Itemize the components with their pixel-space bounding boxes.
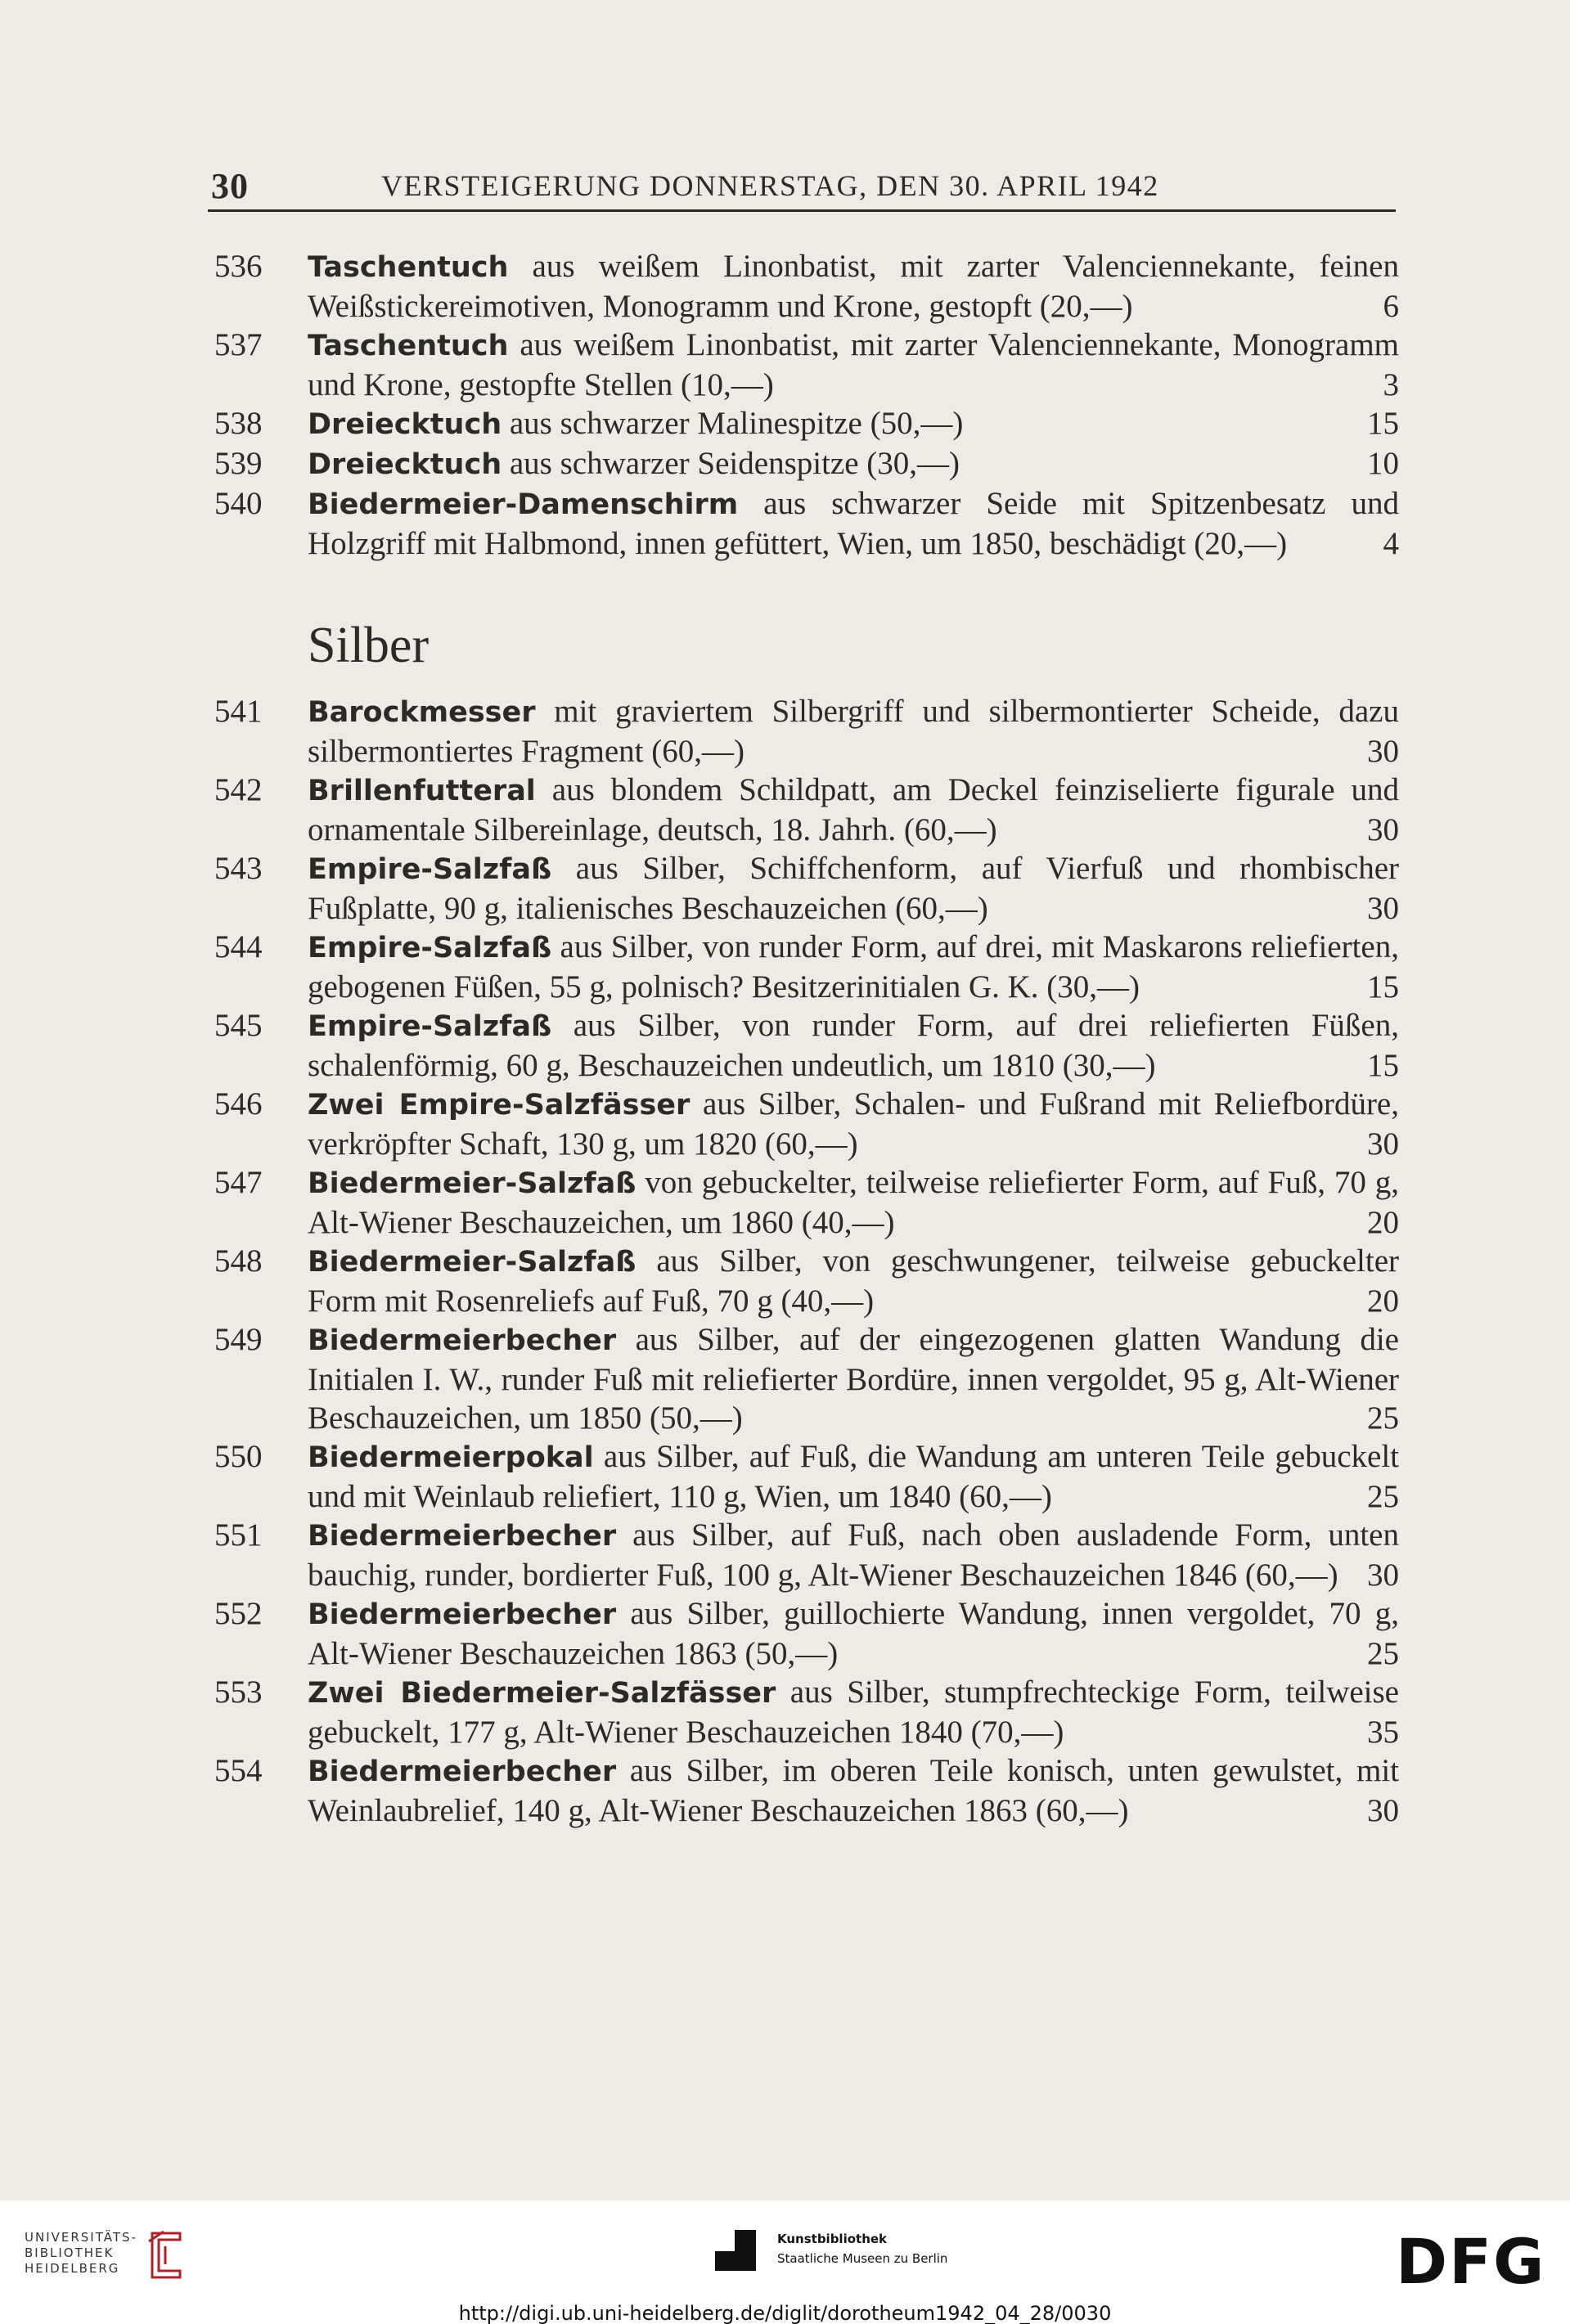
lot-number: 543 — [214, 851, 263, 886]
lot-price: 25 — [1367, 1400, 1399, 1436]
lot-price: 25 — [1367, 1636, 1399, 1671]
section-heading: Silber — [308, 618, 430, 673]
lot-number: 550 — [214, 1439, 263, 1474]
kunstbibliothek-subtitle: Staatliche Museen zu Berlin — [777, 2251, 948, 2266]
lot-description — [308, 1437, 1399, 1516]
lot-details: aus Silber, guillochierte Wandung, innen vergoldet, 70 g, Alt-Wiener Beschauzeichen 1863 (50,—) — [308, 1596, 1399, 1671]
lot-title: Dreiecktuch — [308, 408, 502, 441]
lot-title: Dreiecktuch — [308, 448, 502, 481]
lot-title: Biedermeierbecher — [308, 1324, 617, 1357]
lot-number: 545 — [214, 1008, 263, 1043]
lot-description — [308, 1163, 1399, 1242]
lot-details: aus Silber, Schalen- und Fußrand mit Reliefbordüre, verkröpfter Schaft, 130 g, um 1820 (60,—) — [308, 1086, 1399, 1162]
lot-price: 4 — [1383, 526, 1399, 561]
kunstbibliothek-name: Kunstbibliothek — [777, 2232, 888, 2246]
lot-description — [308, 1516, 1399, 1594]
catalog-entry — [214, 771, 1399, 849]
lot-details: aus schwarzer Malinespitze (50,—) — [502, 406, 964, 441]
lot-description — [308, 771, 1399, 849]
lot-details: von gebuckelter, teilweise reliefierter Form, auf Fuß, 70 g, Alt-Wiener Beschauzeichen, um 1860 (40,—) — [308, 1165, 1399, 1240]
lot-title: Brillenfutteral — [308, 775, 536, 807]
lot-details: aus Silber, von geschwungener, teilweise gebuckelter Form mit Rosenreliefs auf Fuß, 70 g (40,—) — [308, 1243, 1399, 1319]
lot-title: Empire-Salzfaß — [308, 932, 552, 964]
lot-number: 542 — [214, 772, 263, 807]
lot-description — [308, 1751, 1399, 1830]
lot-number: 537 — [214, 327, 263, 362]
lot-details: aus blondem Schildpatt, am Deckel feinziselierte figurale und ornamentale Silbereinlage, deutsch, 18. Jahrh. (60,—) — [308, 772, 1399, 847]
lot-price: 15 — [1367, 1048, 1399, 1083]
lot-number: 541 — [214, 694, 263, 729]
catalog-entry — [214, 1673, 1399, 1751]
dfg-logo: DFG — [1396, 2225, 1546, 2298]
lot-price: 20 — [1367, 1205, 1399, 1240]
lot-title: Empire-Salzfaß — [308, 853, 552, 886]
lot-description — [308, 1320, 1399, 1437]
lot-details: aus Silber, von runder Form, auf drei, mit Maskarons reliefierten, gebogenen Füßen, 55 g, polnisch? Besitzerinitialen G. K. (30,—) — [308, 929, 1399, 1005]
lot-number: 548 — [214, 1243, 263, 1279]
lot-price: 30 — [1367, 1126, 1399, 1162]
lot-price: 15 — [1367, 969, 1399, 1005]
catalog-entry — [214, 1751, 1399, 1830]
catalog-entry — [214, 1085, 1399, 1163]
lot-details: aus weißem Linonbatist, mit zarter Valenciennekante, Monogramm und Krone, gestopfte Stellen (10,—) — [308, 327, 1399, 402]
ub-mark-icon — [147, 2230, 185, 2281]
entries-before-section — [214, 247, 1399, 563]
lot-details: aus Silber, Schiffchenform, auf Vierfuß und rhombischer Fußplatte, 90 g, italienisches Beschauzeichen (60,—) — [308, 851, 1399, 926]
lot-title: Biedermeier-Salzfaß — [308, 1167, 637, 1200]
lot-title: Zwei Empire-Salzfässer — [308, 1089, 691, 1122]
lot-details: mit graviertem Silbergriff und silbermontierter Scheide, dazu silbermontiertes Fragment (60,—) — [308, 694, 1399, 769]
lot-number: 539 — [214, 446, 263, 481]
lot-number: 544 — [214, 929, 263, 964]
lot-price: 30 — [1367, 812, 1399, 847]
lot-details: aus Silber, auf Fuß, die Wandung am unteren Teile gebuckelt und mit Weinlaub reliefiert, 110 g, Wien, um 1840 (60,—) — [308, 1439, 1399, 1514]
lot-description — [308, 692, 1399, 771]
lot-description — [308, 1242, 1399, 1320]
lot-number: 549 — [214, 1322, 263, 1357]
lot-description — [308, 928, 1399, 1006]
entries-after-section — [214, 692, 1399, 1830]
catalog-entry — [214, 484, 1399, 563]
catalog-entry — [214, 1242, 1399, 1320]
catalog-entry — [214, 1320, 1399, 1437]
lot-title: Empire-Salzfaß — [308, 1010, 552, 1043]
lot-title: Biedermeierbecher — [308, 1755, 617, 1788]
catalog-entry — [214, 849, 1399, 928]
lot-title: Zwei Biedermeier-Salzfässer — [308, 1677, 776, 1710]
lot-price: 10 — [1367, 446, 1399, 481]
lot-price: 20 — [1367, 1283, 1399, 1319]
lot-price: 30 — [1367, 891, 1399, 926]
lot-number: 546 — [214, 1086, 263, 1122]
lot-number: 538 — [214, 406, 263, 441]
lot-price: 6 — [1383, 289, 1399, 324]
ub-logo-line-1: UNIVERSITÄTS- — [25, 2230, 137, 2245]
running-title: VERSTEIGERUNG DONNERSTAG, DEN 30. APRIL 1942 — [381, 169, 1159, 202]
lot-title: Biedermeierbecher — [308, 1598, 617, 1631]
lot-title: Barockmesser — [308, 696, 536, 729]
catalog-entries — [214, 247, 1399, 1830]
page-number: 30 — [211, 166, 249, 206]
lot-price: 35 — [1367, 1715, 1399, 1750]
catalog-entry — [214, 404, 1399, 444]
catalog-entry — [214, 928, 1399, 1006]
ub-logo-line-2: BIBLIOTHEK — [25, 2245, 115, 2260]
lot-number: 547 — [214, 1165, 263, 1200]
catalog-entry — [214, 326, 1399, 404]
lot-number: 552 — [214, 1596, 263, 1631]
catalog-entry — [214, 1006, 1399, 1085]
catalog-entry — [214, 1594, 1399, 1673]
lot-price: 30 — [1367, 1558, 1399, 1593]
lot-details: aus Silber, im oberen Teile konisch, unten gewulstet, mit Weinlaubrelief, 140 g, Alt-Wiener Beschauzeichen 1863 (60,—) — [308, 1753, 1399, 1828]
kunstbibliothek-mark-icon — [715, 2230, 756, 2271]
lot-description — [308, 247, 1399, 326]
lot-price: 3 — [1383, 367, 1399, 402]
ub-logo-line-3: HEIDELBERG — [25, 2261, 120, 2276]
lot-details: aus weißem Linonbatist, mit zarter Valenciennekante, feinen Weißstickereimotiven, Monogramm und Krone, gestopft (20,—) — [308, 249, 1399, 324]
lot-title: Biedermeier-Damenschirm — [308, 488, 739, 521]
lot-description — [308, 326, 1399, 404]
catalog-entry — [214, 247, 1399, 326]
lot-details: aus schwarzer Seide mit Spitzenbesatz und Holzgriff mit Halbmond, innen gefüttert, Wien, um 1850, beschädigt (20,—) — [308, 486, 1399, 561]
catalog-entry — [214, 692, 1399, 771]
lot-description — [308, 444, 1399, 484]
lot-description — [308, 1673, 1399, 1751]
catalog-entry — [214, 1516, 1399, 1594]
lot-title: Biedermeierbecher — [308, 1520, 617, 1553]
lot-details: aus Silber, auf Fuß, nach oben ausladende Form, unten bauchig, runder, bordierter Fuß, 100 g, Alt-Wiener Beschauzeichen 1846 (60,—) — [308, 1517, 1399, 1593]
lot-price: 15 — [1367, 406, 1399, 441]
lot-title: Taschentuch — [308, 330, 509, 362]
lot-title: Biedermeierpokal — [308, 1441, 594, 1474]
lot-description — [308, 1594, 1399, 1673]
lot-description — [308, 484, 1399, 563]
permalink-url[interactable]: http://digi.ub.uni-heidelberg.de/diglit/dorotheum1942_04_28/0030 — [458, 2302, 1112, 2324]
lot-price: 25 — [1367, 1479, 1399, 1514]
lot-details: aus schwarzer Seidenspitze (30,—) — [502, 446, 960, 481]
lot-description — [308, 1085, 1399, 1163]
catalog-entry — [214, 1437, 1399, 1516]
lot-title: Taschentuch — [308, 251, 509, 284]
lot-number: 536 — [214, 249, 263, 284]
running-header — [211, 162, 1399, 213]
catalog-entry — [214, 444, 1399, 484]
header-rule — [208, 209, 1396, 212]
lot-title: Biedermeier-Salzfaß — [308, 1246, 637, 1279]
lot-price: 30 — [1367, 1793, 1399, 1828]
lot-description — [308, 849, 1399, 928]
lot-number: 553 — [214, 1674, 263, 1710]
lot-details: aus Silber, stumpfrechteckige Form, teilweise gebuckelt, 177 g, Alt-Wiener Beschauzeichen 1840 (70,—) — [308, 1674, 1399, 1750]
lot-number: 554 — [214, 1753, 263, 1788]
lot-price: 30 — [1367, 734, 1399, 769]
lot-number: 540 — [214, 486, 263, 521]
lot-details: aus Silber, von runder Form, auf drei reliefierten Füßen, schalenförmig, 60 g, Beschauzeichen undeutlich, um 1810 (30,—) — [308, 1008, 1399, 1083]
lot-details: aus Silber, auf der eingezogenen glatten Wandung die Initialen I. W., runder Fuß mit reliefierter Bordüre, innen vergoldet, 95 g, Alt-Wiener Beschauzeichen, um 1850 (50,—) — [308, 1322, 1399, 1436]
lot-number: 551 — [214, 1517, 263, 1553]
lot-description — [308, 1006, 1399, 1085]
catalog-entry — [214, 1163, 1399, 1242]
lot-description — [308, 404, 1399, 444]
